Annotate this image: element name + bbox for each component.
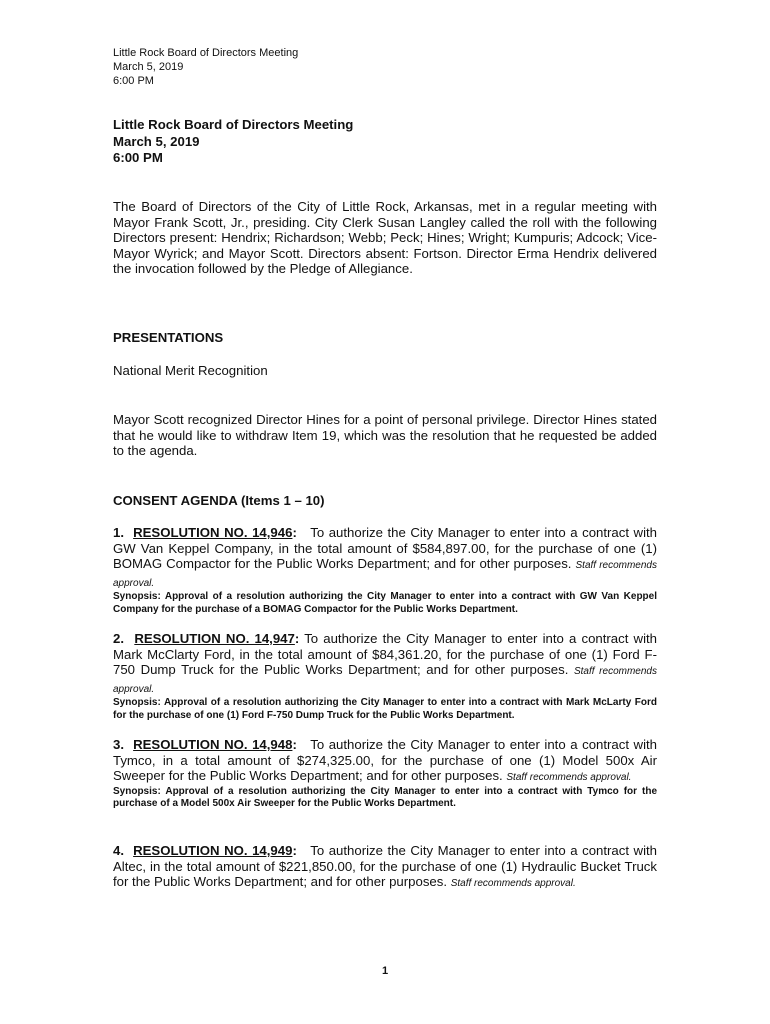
item-synopsis: Synopsis: Approval of a resolution authorizing the City Manager to enter into a contract with GW Van Keppel Company for the purchase of a BOMAG Compactor for the Public Works Department. <box>113 591 657 615</box>
header-line-3: 6:00 PM <box>113 75 154 87</box>
staff-recommendation: Staff recommends approval. <box>113 560 657 589</box>
item-synopsis: Synopsis: Approval of a resolution authorizing the City Manager to enter into a contract with Mark McLarty Ford for the purchase of one (1) Ford F-750 Dump Truck for the Public Works Department. <box>113 697 657 721</box>
item-number: 4. <box>113 843 124 858</box>
presentations-item: National Merit Recognition <box>113 363 268 378</box>
item-description: To authorize the City Manager to enter into a contract with GW Van Keppel Company, in the total amount of $584,897.00, for the purchase of one (1) BOMAG Compactor for the Public Works Department; and for other purposes. <box>113 525 658 572</box>
header-line-1: Little Rock Board of Directors Meeting <box>113 47 299 59</box>
item-number: 1. <box>113 525 124 540</box>
header-line-2: March 5, 2019 <box>113 61 184 73</box>
resolution-number: RESOLUTION NO. 14,946 <box>133 525 293 540</box>
resolution-number: RESOLUTION NO. 14,948 <box>133 737 293 752</box>
privilege-paragraph: Mayor Scott recognized Director Hines for a point of personal privilege. Director Hines stated that he would like to withdraw Item 19, which was the resolution that he requested be added to the agenda. <box>113 412 657 459</box>
document-title <box>113 117 353 167</box>
consent-item-4: 4. RESOLUTION NO. 14,949: To authorize the City Manager to enter into a contract with Altec, in the total amount of $221,850.00, for the purchase of one (1) Hydraulic Bucket Truck for the Public Works Department; and for other purposes. Staff recommends approval. <box>113 843 658 890</box>
item-description: To authorize the City Manager to enter into a contract with Tymco, in a total amount of $274,325.00, for the purchase of one (1) Model 500x Air Sweeper for the Public Works Department; and for other purposes. <box>113 737 658 784</box>
item-number: 3. <box>113 737 124 752</box>
presentations-heading: PRESENTATIONS <box>113 330 224 345</box>
item-number: 2. <box>113 631 124 646</box>
title-line-2: March 5, 2019 <box>113 133 200 149</box>
staff-recommendation: Staff recommends approval. <box>113 666 657 695</box>
item-description: To authorize the City Manager to enter into a contract with Altec, in the total amount of $221,850.00, for the purchase of one (1) Hydraulic Bucket Truck for the Public Works Department; and for other purposes. <box>113 843 658 890</box>
consent-agenda-heading: CONSENT AGENDA (Items 1 – 10) <box>113 493 325 508</box>
consent-item-1: 1. RESOLUTION NO. 14,946: To authorize the City Manager to enter into a contract with GW Van Keppel Company, in the total amount of $584,897.00, for the purchase of one (1) BOMAG Compactor for the Public Works Department; and for other purposes. Staff recommends approval. Synopsis: Approval of a resolution authorizing the City Manager to enter into a contract with GW Van Keppel Company for the purchase of a BOMAG Compactor for the Public Works Department. <box>113 525 658 615</box>
page-header <box>113 46 298 88</box>
item-synopsis: Synopsis: Approval of a resolution authorizing the City Manager to enter into a contract with Tymco for the purchase of a Model 500x Air Sweeper for the Public Works Department. <box>113 785 657 810</box>
item-description: To authorize the City Manager to enter into a contract with Mark McClarty Ford, in the total amount of $84,361.20, for the purchase of one (1) Ford F-750 Dump Truck for the Public Works Department; and for other purposes. <box>113 631 658 678</box>
page-number: 1 <box>381 965 389 977</box>
staff-recommendation: Staff recommends approval. <box>450 878 576 890</box>
title-line-1: Little Rock Board of Directors Meeting <box>113 117 354 132</box>
resolution-number: RESOLUTION NO. 14,949 <box>133 843 293 858</box>
consent-item-3: 3. RESOLUTION NO. 14,948: To authorize the City Manager to enter into a contract with Tymco, in a total amount of $274,325.00, for the purchase of one (1) Model 500x Air Sweeper for the Public Works Department; and for other purposes. Staff recommends approval. Synopsis: Approval of a resolution authorizing the City Manager to enter into a contract with Tymco for the purchase of a Model 500x Air Sweeper for the Public Works Department. <box>113 737 658 810</box>
intro-paragraph: The Board of Directors of the City of Little Rock, Arkansas, met in a regular meeting with Mayor Frank Scott, Jr., presiding. City Clerk Susan Langley called the roll with the following Directors present: Hendrix; Richardson; Webb; Peck; Hines; Wright; Kumpuris; Adcock; Vice-Mayor Wyrick; and Mayor Scott. Directors absent: Fortson. Director Erma Hendrix delivered the invocation followed by the Pledge of Allegiance. <box>113 199 657 277</box>
consent-item-2: 2. RESOLUTION NO. 14,947: To authorize the City Manager to enter into a contract with Mark McClarty Ford, in the total amount of $84,361.20, for the purchase of one (1) Ford F-750 Dump Truck for the Public Works Department; and for other purposes. Staff recommends approval. Synopsis: Approval of a resolution authorizing the City Manager to enter into a contract with Mark McLarty Ford for the purchase of one (1) Ford F-750 Dump Truck for the Public Works Department. <box>113 631 658 721</box>
staff-recommendation: Staff recommends approval. <box>506 772 632 784</box>
resolution-number: RESOLUTION NO. 14,947 <box>134 631 295 646</box>
title-line-3: 6:00 PM <box>113 150 163 165</box>
